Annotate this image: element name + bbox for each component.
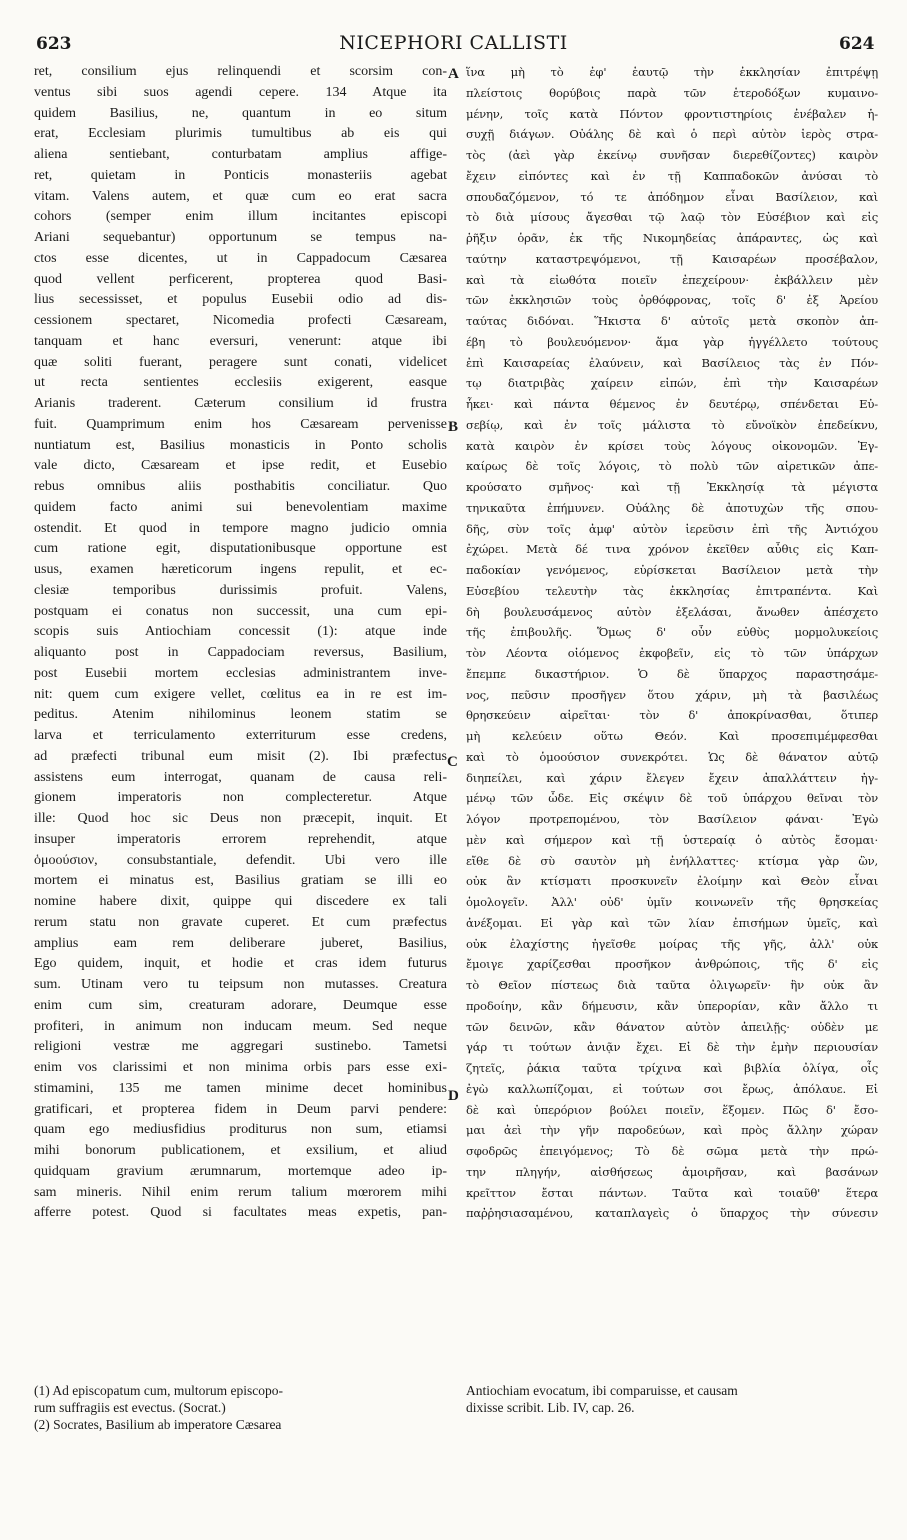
latin-text-line: mortem ei minatus est, Basilius gratiam se illi eo	[34, 873, 447, 889]
latin-text-line: Ariani sequebantur) opportunum se tempus na-	[34, 230, 447, 245]
latin-text-line: peditus. Atenim nihilominus leonem statim se	[34, 707, 447, 723]
greek-text-line: οὐκ ἐλαχίστης ἡγεῖσθε μοίρας τῆς γῆς, ἀλλ' οὐκ	[466, 936, 878, 951]
latin-text-line: vale dicto, Cæsaream et ipse redit, et Eusebio	[34, 458, 447, 474]
latin-text-line: aliena sentiebant, conturbatam amplius affige-	[34, 147, 447, 162]
latin-text-line: vitam. Valens autem, et quæ cum eo erat sacra	[34, 188, 447, 204]
latin-text-line: postquam ei conatus non successit, una cum epi-	[34, 603, 447, 619]
greek-text-line: ἐχώρει. Μετὰ δέ τινα χρόνον ἐκεῖθεν αὖθις εἰς Καπ-	[466, 542, 878, 557]
greek-text-line: ταύτας διδόναι. Ἥκιστα δ' αὐτοῖς μετὰ σκοπὸν ἀπ-	[466, 314, 878, 328]
greek-text-line: δὲ καὶ ὑπερόριον βούλει ποιεῖν, ἕξομεν. Πῶς δ' ἔσο-	[466, 1102, 878, 1117]
latin-text-line: larva et terriculamento exterriturum esse credens,	[34, 728, 447, 743]
greek-text-line: λόγον προτρεπομένου, τὸν Βασίλειον φάναι· Ἐγὼ	[466, 812, 878, 826]
latin-text-line: stimamini, 135 me tamen minime decet hominibus	[34, 1080, 447, 1096]
footnote-line: rum suffragiis est evectus. (Socrat.)	[34, 1400, 226, 1415]
greek-text-line: τῳ διατριβὰς χαίρειν εἰπών, ἐπὶ τὴν Καισαρέων	[466, 376, 878, 391]
footnote-line: (1) Ad episcopatum cum, multorum episcopo-	[34, 1383, 283, 1398]
greek-text-line: ἐπὶ Καισαρείας ἐλαύνειν, καὶ Βασίλειος τὰς ἐν Πόν-	[466, 355, 878, 370]
footnote-line: dixisse scribit. Lib. IV, cap. 26.	[466, 1400, 635, 1415]
greek-text-line: καὶ τὸ ὁμοούσιον συνεκρότει. Ὡς δὲ θάνατον αὐτῷ	[466, 749, 878, 764]
greek-text-line: τῶν δεινῶν, κἂν θάνατον αὐτὸν ἀπειλῇς· οὐδὲν με	[466, 1019, 878, 1034]
latin-text-line: Ego quidem, inquit, et hodie et cras idem futurus	[34, 956, 447, 972]
latin-text-line: nuntiatum est, Basilius monasticis in Ponto scholis	[34, 437, 447, 453]
greek-text-line: μὲν καὶ σήμερον καὶ τῇ ὑστεραίᾳ ὁ αὐτὸς ἔσομαι·	[466, 832, 878, 847]
latin-text-line: quæ soliti fuerant, peragere sunt conati, videlicet	[34, 354, 447, 370]
latin-text-line: fuit. Quamprimum enim hos Cæsaream pervenisse	[34, 416, 447, 432]
section-marker-b: B	[448, 419, 459, 435]
greek-text-line: Εὐσεβίου τελευτὴν τὰς ἐκκλησίας ἐπιτραπέντα. Καὶ	[466, 583, 878, 598]
latin-text-line: quidquam gravium ærumnarum, mortemque adeo ip-	[34, 1163, 447, 1179]
greek-text-line: ἔπεμπε δικαστήριον. Ὁ δὲ ὕπαρχος παραστησάμε-	[466, 666, 878, 681]
latin-text-line: afferre potest. Quod si facultates meas expetis, pan-	[34, 1205, 447, 1221]
greek-text-line: δὴ βουλευσάμενος αὐτὸν ἐξελάσαι, ἄνωθεν ἀπέσχετο	[466, 604, 878, 619]
latin-text-line: quidem Basilius, ne, quantum in eo situm	[34, 105, 447, 121]
greek-text-line: ὁμολογεῖν. Ἀλλ' οὐδ' ὑμῖν κοινωνεῖν τῆς θρησκείας	[466, 895, 878, 909]
greek-text-line: παδοκίαν γενόμενος, εὑρίσκεται Βασίλειον μετὰ τὴν	[466, 563, 878, 577]
latin-text-line: ὁμοούσιον, consubstantiale, defendit. Ubi vero ille	[34, 852, 447, 868]
greek-text-line: κατὰ καιρὸν ἐν κρίσει τοὺς λόγους οἰκονομῶν. Ἐγ-	[466, 438, 878, 453]
latin-text-line: post Eusebii mortem ecclesias administrantem inve-	[34, 665, 447, 681]
latin-text-line: ventus sibi suos agendi cepere. 134 Atque ita	[34, 84, 447, 100]
greek-text-line: ταύτην καταστρεψόμενοι, τῇ Καισαρέων προσέβαλον,	[466, 251, 878, 266]
latin-text-line: scopis suis Antiochiam concessit (1): atque inde	[34, 624, 447, 640]
greek-text-line: τῆς ἐπιβουλῆς. Ὅμως δ' οὖν εὐθὺς μορμολυκείοις	[466, 625, 878, 640]
greek-column	[466, 62, 878, 1224]
greek-text-line: γάρ τι τούτων ἀνιᾷν ἔχει. Εἰ δὲ τὴν ἐμὴν περιουσίαν	[466, 1040, 878, 1055]
page-number-right: 624	[839, 34, 875, 54]
latin-text-line: ut recta sentientes ecclesiis exigerent, easque	[34, 375, 447, 391]
greek-text-line: ζητεῖς, ῥάκια ταῦτα τρίχινα καὶ βιβλία ὀλίγα, οἷς	[466, 1061, 878, 1075]
latin-text-line: sam mineris. Nihil enim rerum talium mœrorem mihi	[34, 1184, 447, 1200]
latin-text-line: lius secessisset, et populus Eusebii odio ad dis-	[34, 292, 447, 308]
section-marker-a: A	[448, 66, 459, 82]
running-title: NICEPHORI CALLISTI	[339, 32, 568, 54]
greek-text-line: ἵνα μὴ τὸ ἐφ' ἑαυτῷ τὴν ἐκκλησίαν ἐπιτρέψῃ	[466, 65, 878, 79]
latin-text-line: ret, consilium ejus relinquendi et scorsim con-	[34, 64, 447, 79]
greek-text-line: κρεῖττον ἔσται πάντων. Ταῦτα καὶ τοιαῦθ' ἕτερα	[466, 1185, 878, 1200]
footnotes	[34, 1382, 447, 1433]
greek-text-line: τηνικαῦτα ἐπήμυνεν. Οὐάλης δὲ ἀποτυχὼν τῆς σπου-	[466, 500, 878, 515]
greek-text-line: την πληγήν, αἰσθήσεως ἀμοιρῆσαν, καὶ βασάνων	[466, 1164, 878, 1179]
latin-text-line: ctos esse dicentes, ut in Cappadocum Cæsarea	[34, 250, 447, 266]
greek-text-line: μὴ κελεύειν οὕτω Θεόν. Καὶ προσεπιμέμφεσθαι	[466, 729, 878, 743]
page-number-left: 623	[36, 34, 72, 54]
latin-text-line: clesiæ temporibus durissimis profuit. Valens,	[34, 582, 447, 598]
greek-text-line: σφοδρῶς ἐπειγόμενος; Τὸ δὲ σῶμα μετὰ τὴν πρώ-	[466, 1144, 878, 1158]
latin-text-line: tanquam et hanc eversuri, venerunt: atque ibi	[34, 333, 447, 349]
greek-text-line: ἧκει· καὶ πάντα θέμενος ἐν δευτέρῳ, σπένδεται Εὐ-	[466, 397, 878, 411]
greek-text-line: διηπείλει, καὶ χάριν ἔλεγεν ἔχειν ἀπαλλάττειν ἠγ-	[466, 770, 878, 785]
greek-text-line: κρούσατο σμῆνος· καὶ τῇ Ἐκκλησίᾳ τὰ μέγιστα	[466, 480, 878, 494]
latin-text-line: nit: quem cum exigere vellet, cœlitus ea in re est im-	[34, 686, 447, 702]
latin-text-line: profiteri, in animum non inducam meum. Sed neque	[34, 1018, 447, 1034]
latin-text-line: ret, quietam in Ponticis monasteriis agebat	[34, 167, 447, 183]
latin-text-line: sum. Utinam vero tu teipsum non mutasses. Creatura	[34, 977, 447, 992]
greek-text-line: σπουδαζόμενον, τό τε ἀπόδημον εἶναι Βασίλειον, καὶ	[466, 189, 878, 204]
greek-text-line: καίρως δὲ τοῖς λόγοις, τὸ πολὺ τῶν αἱρετικῶν ἀπε-	[466, 459, 878, 474]
greek-text-line: τὸ Θεῖον πίστεως διὰ ταῦτα ὀλιγωρεῖν· ἣν οὐκ ἂν	[466, 978, 878, 992]
latin-text-line: quod vellent perficerent, propterea quod Basi-	[34, 271, 447, 287]
greek-text-line: τὸς (ἀεὶ γὰρ ἐκείνῳ συνῆσαν διερεθίζοντες) καιρὸν	[466, 148, 878, 162]
greek-text-line: δῆς, σὺν τοῖς ἀμφ' αὐτὸν ἱερεῦσιν ἐπὶ τῆς Ἀντιόχου	[466, 521, 878, 536]
latin-text-line: cum ratione egit, disputationibusque opportune est	[34, 541, 447, 557]
greek-text-line: ἀνέξομαι. Εἰ γὰρ καὶ τῶν λίαν ἐπισήμων ὑμεῖς, καὶ	[466, 915, 878, 930]
greek-text-line: ἔμοιγε χαρίζεσθαι προσῆκον ἀνθρώποις, τῆς δ' εἰς	[466, 957, 878, 972]
latin-text-line: enim vos clarissimi et non minima orbis pars esse exi-	[34, 1060, 447, 1075]
greek-text-line: συχῇ διάγων. Οὐάλης δὲ καὶ ὁ περὶ αὐτὸν ἱερὸς στρα-	[466, 127, 878, 142]
latin-text-line: rebus omnibus aliis posthabitis conciliatur. Quo	[34, 479, 447, 494]
greek-text-line: οὐκ ἂν κτίσματι προσκυνεῖν ἐλοίμην καὶ Θεὸν εἶναι	[466, 874, 878, 889]
latin-text-line: mihi bonorum publicationem, et exsilium, et aliud	[34, 1143, 447, 1158]
latin-text-line: enim cum sim, creaturam adorare, Deumque esse	[34, 997, 447, 1013]
greek-text-line: σεβίῳ, καὶ ἐν τοῖς μάλιστα τὸ εὔνοϊκὸν ἐπεδείκνυ,	[466, 417, 878, 432]
latin-text-line: cessionem spectaret, Nicomedia profecti Cæsaream,	[34, 313, 447, 328]
footnote-line: Antiochiam evocatum, ibi comparuisse, et causam	[466, 1383, 738, 1398]
latin-column	[34, 62, 447, 1224]
greek-text-line: πλείστοις θορύβοις παρὰ τῶν ἑτεροδόξων κυμαινο-	[466, 85, 878, 100]
greek-text-line: εἴθε δὲ σὺ σαυτὸν μὴ ἐνήλλαττες· κτίσμα γὰρ ὢν,	[466, 853, 878, 868]
greek-text-line: τὸ διὰ μίσους ἄγεσθαι τῷ λαῷ τὸν Εὐσέβιον καὶ εἰς	[466, 210, 878, 225]
greek-text-line: καὶ τὰ εἰωθότα ποιεῖν ἐπεχείρουν· ἐκβάλλειν μὲν	[466, 272, 878, 287]
latin-text-line: insuper imperatoris errorem reprehendit, atque	[34, 831, 447, 847]
greek-text-line: τῶν ἐκκλησιῶν τοὺς ὀρθόφρονας, τοῖς δ' ἐξ Ἀρείου	[466, 293, 878, 308]
greek-text-line: τὸν Λέοντα οἰόμενος ἐκφοβεῖν, εἰς τὸ τῶν ὑπάρχων	[466, 646, 878, 660]
latin-text-line: religioni vestræ me aggregari sustinebo. Tametsi	[34, 1039, 447, 1055]
greek-text-line: ἐγὼ καλλωπίζομαι, εἰ τούτων σοι ἔρως, ἀπόλαυε. Εἰ	[466, 1081, 878, 1096]
footnote-continuation	[466, 1382, 878, 1416]
latin-text-line: ad præfecti tribunal eum misit (2). Ibi præfectus	[34, 748, 447, 764]
greek-text-line: προδοίην, κἂν δήμευσιν, κἂν ὑπερορίαν, κἂν ἄλλο τι	[466, 998, 878, 1013]
latin-text-line: gionem imperatoris non complecteretur. Atque	[34, 790, 447, 806]
latin-text-line: cohors (semper enim illum incitantes episcopi	[34, 209, 447, 225]
greek-text-line: μαι ἀεὶ τὴν γῆν παροδεύων, καὶ πρὸς ἄλλην χώραν	[466, 1123, 878, 1138]
latin-text-line: aliquanto post in Cappadociam reversus, Basilium,	[34, 645, 447, 660]
latin-text-line: amplius eam rem deliberare juberet, Basilius,	[34, 935, 447, 951]
section-marker-d: D	[448, 1088, 459, 1104]
footnote-line: (2) Socrates, Basilium ab imperatore Cæsarea	[34, 1417, 282, 1432]
latin-text-line: gratificari, et propterea fidem in Deum parvi pendere:	[34, 1101, 447, 1117]
greek-text-line: μένην, τοῖς κατὰ Πόντον φροντιστηρίοις ἐνέβαλεν ἡ-	[466, 106, 878, 121]
latin-text-line: usus, examen hæreticorum ingens repulit, et ec-	[34, 562, 447, 577]
greek-text-line: ῥῆξιν ὁρᾶν, ἐκ τῆς Νικομηδείας ἀπάραντες, ὡς καὶ	[466, 231, 878, 245]
greek-text-line: έβη τὸ βουλευόμενον· ἅμα γὰρ ἠγγέλλετο τούτους	[466, 334, 878, 349]
greek-text-line: νος, πεῦσιν προσῆγεν ὅτου χάριν, μὴ τὰ βασιλέως	[466, 687, 878, 702]
latin-text-line: nomine habere dixit, quippe qui discedere ex tali	[34, 894, 447, 909]
latin-text-line: ostendit. Et quod in tempore magno judicio omnia	[34, 520, 447, 536]
latin-text-line: ille: Quod hoc sic Deus non præcepit, inquit. Et	[34, 811, 447, 826]
greek-text-line: παῤῥησιασαμένου, καταπλαγεὶς ὁ ὕπαρχος τὴν σύνεσιν	[466, 1206, 878, 1221]
latin-text-line: rerum statu non gravate cuperet. Et cum præfectus	[34, 914, 447, 930]
greek-text-line: θρησκεύειν αἱρεῖται· τὸν δ' ἀποκρίνασθαι, ὅτιπερ	[466, 708, 878, 723]
greek-text-line: ἔχειν εἰπόντες καὶ ἐν τῇ Καππαδοκῶν ἀνύσαι τὸ	[466, 168, 878, 183]
latin-text-line: Arianis traderent. Cæterum consilium id frustra	[34, 396, 447, 411]
latin-text-line: erat, Ecclesiam plurimis tumultibus ab eis qui	[34, 126, 447, 142]
latin-text-line: quam ego mediusfidius proditurus non sum, etiamsi	[34, 1122, 447, 1138]
section-marker-c: C	[447, 754, 458, 770]
latin-text-line: quidem facto animi sui benevolentiam maxime	[34, 499, 447, 515]
latin-text-line: assistens eum interrogat, quanam de causa reli-	[34, 769, 447, 785]
greek-text-line: μένῳ τῶν ὧδε. Εἰς σκέψιν δὲ τοῦ ὑπάρχου θεῖναι τὸν	[466, 791, 878, 806]
